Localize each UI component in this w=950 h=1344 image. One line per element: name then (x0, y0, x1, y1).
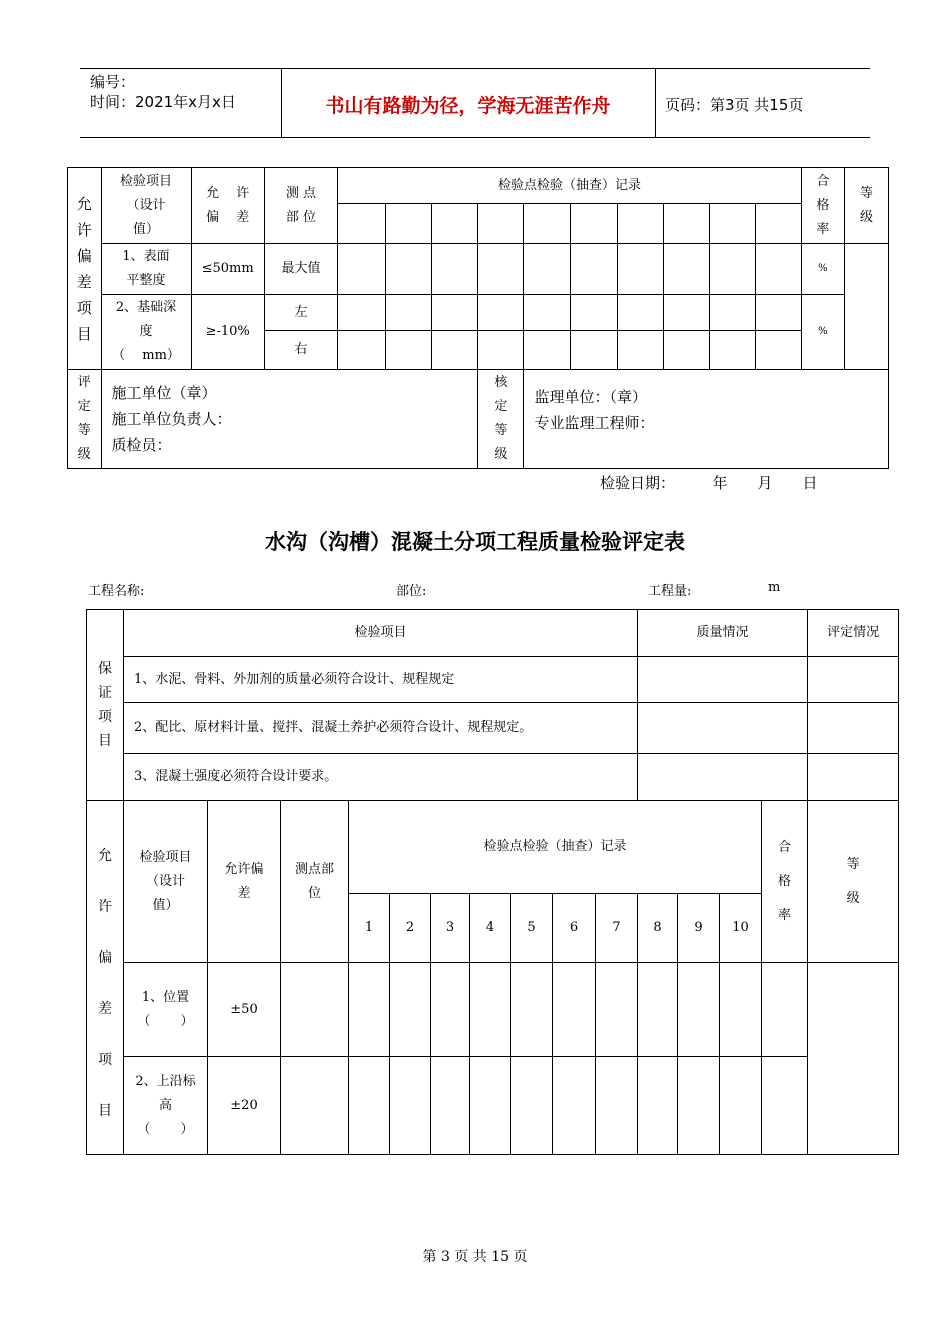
col-header-quality: 质量情况 (638, 610, 808, 657)
tolerance-side-label: 允 许 偏 差 项 目 (87, 801, 124, 1155)
record-cell[interactable] (386, 204, 432, 244)
record-cell[interactable] (709, 204, 755, 244)
record-cell[interactable] (678, 963, 720, 1057)
record-number: 6 (553, 894, 596, 963)
record-cell[interactable] (663, 244, 709, 295)
record-cell[interactable] (755, 295, 801, 331)
tolerance-side-label: 允 许 偏 差 项 目 (68, 168, 102, 370)
record-number: 10 (720, 894, 762, 963)
page-footer: 第 3 页 共 15 页 (422, 1249, 528, 1265)
record-cell[interactable] (663, 331, 709, 370)
page-header (80, 68, 870, 138)
row-item-flatness: 1、表面 平整度 (101, 244, 191, 295)
record-cell[interactable] (638, 963, 678, 1057)
row-point-right: 右 (264, 331, 337, 370)
page-info: 页码：第3页 共15页 (665, 96, 804, 114)
eval-cell[interactable] (808, 703, 899, 754)
record-cell[interactable] (478, 295, 524, 331)
record-cell[interactable] (524, 295, 570, 331)
record-cell[interactable] (570, 331, 617, 370)
record-cell[interactable] (570, 204, 617, 244)
tolerance-table-1 (67, 167, 889, 469)
record-cell[interactable] (390, 963, 431, 1057)
row-point[interactable] (281, 963, 349, 1057)
row-allow: ≤50mm (191, 244, 264, 295)
grade-cell[interactable] (808, 963, 899, 1155)
record-cell[interactable] (755, 331, 801, 370)
record-cell[interactable] (678, 1057, 720, 1155)
guarantee-item: 1、水泥、骨料、外加剂的质量必须符合设计、规程规定 (124, 657, 638, 703)
col-header-item: 检验项目 （设计 值） (124, 801, 208, 963)
inspection-date: 检验日期： 年 月 日 (600, 474, 818, 492)
col-header-allow: 允 许 偏 差 (191, 168, 264, 244)
record-cell[interactable] (390, 1057, 431, 1155)
row-item-depth: 2、基础深 度 （ mm） (101, 295, 191, 370)
record-number: 4 (470, 894, 511, 963)
record-cell[interactable] (338, 244, 386, 295)
form-title: 水沟（沟槽）混凝土分项工程质量检验评定表 (265, 530, 685, 554)
row-rate: % (801, 295, 844, 370)
col-header-item: 检验项目 （设计 值） (101, 168, 191, 244)
record-cell[interactable] (553, 1057, 596, 1155)
record-number: 8 (638, 894, 678, 963)
record-cell[interactable] (470, 963, 511, 1057)
record-cell[interactable] (755, 204, 801, 244)
quantity-label: 工程量: (648, 584, 692, 599)
record-cell[interactable] (349, 963, 390, 1057)
record-cell[interactable] (338, 331, 386, 370)
record-cell[interactable] (524, 244, 570, 295)
row-point: 最大值 (264, 244, 337, 295)
quality-cell[interactable] (638, 657, 808, 703)
record-cell[interactable] (570, 295, 617, 331)
record-cell[interactable] (338, 295, 386, 331)
record-cell[interactable] (638, 1057, 678, 1155)
record-cell[interactable] (478, 204, 524, 244)
evaluation-label: 评 定 等 级 (68, 370, 102, 469)
col-header-point: 测 点 部 位 (264, 168, 337, 244)
record-cell[interactable] (720, 1057, 762, 1155)
record-cell[interactable] (432, 331, 478, 370)
record-cell[interactable] (617, 331, 663, 370)
location-label: 部位: (396, 584, 427, 599)
record-cell[interactable] (432, 295, 478, 331)
row-allow: ±50 (208, 963, 281, 1057)
row-rate: % (801, 244, 844, 295)
guarantee-side-label: 保 证 项 目 (87, 610, 124, 801)
record-cell[interactable] (386, 331, 432, 370)
eval-cell[interactable] (808, 754, 899, 801)
header-divider (655, 69, 656, 137)
record-cell[interactable] (663, 204, 709, 244)
rate-cell[interactable] (762, 963, 808, 1057)
record-cell[interactable] (596, 1057, 638, 1155)
record-cell[interactable] (432, 204, 478, 244)
record-cell[interactable] (431, 1057, 470, 1155)
record-cell[interactable] (431, 963, 470, 1057)
record-number: 3 (431, 894, 470, 963)
record-cell[interactable] (386, 244, 432, 295)
document-time-label: 时间：2021年x月x日 (90, 93, 236, 111)
document-number-label: 编号： (90, 73, 136, 91)
col-header-rate: 合 格 率 (762, 801, 808, 963)
col-header-grade: 等 级 (844, 168, 888, 244)
col-header-grade: 等 级 (808, 801, 899, 963)
eval-cell[interactable] (808, 657, 899, 703)
record-cell[interactable] (720, 963, 762, 1057)
record-cell[interactable] (755, 244, 801, 295)
col-header-point: 测点部 位 (281, 801, 349, 963)
col-header-allow: 允许偏 差 (208, 801, 281, 963)
record-cell[interactable] (478, 244, 524, 295)
quality-cell[interactable] (638, 754, 808, 801)
record-cell[interactable] (709, 295, 755, 331)
record-cell[interactable] (386, 295, 432, 331)
record-cell[interactable] (524, 331, 570, 370)
grade-cell[interactable] (844, 244, 888, 370)
row-allow: ±20 (208, 1057, 281, 1155)
row-allow: ≥-10% (191, 295, 264, 370)
record-cell[interactable] (617, 244, 663, 295)
project-name-label: 工程名称: (88, 584, 145, 599)
col-header-rate: 合 格 率 (801, 168, 844, 244)
record-number: 7 (596, 894, 638, 963)
record-cell[interactable] (349, 1057, 390, 1155)
row-point[interactable] (281, 1057, 349, 1155)
construction-signoff[interactable]: 施工单位（章） 施工单位负责人： 质检员： (101, 370, 478, 469)
rate-cell[interactable] (762, 1057, 808, 1155)
quality-evaluation-table (86, 609, 899, 1155)
record-cell[interactable] (478, 331, 524, 370)
verify-label: 核 定 等 级 (478, 370, 524, 469)
col-header-record: 检验点检验（抽查）记录 (338, 168, 802, 204)
record-cell[interactable] (617, 295, 663, 331)
record-cell[interactable] (709, 244, 755, 295)
record-cell[interactable] (596, 963, 638, 1057)
record-cell[interactable] (338, 204, 386, 244)
guarantee-item: 2、配比、原材料计量、搅拌、混凝土养护必须符合设计、规程规定。 (124, 703, 638, 754)
record-cell[interactable] (432, 244, 478, 295)
record-cell[interactable] (553, 963, 596, 1057)
record-cell[interactable] (511, 963, 553, 1057)
row-item-top-elevation: 2、上沿标 高 （ ） (124, 1057, 208, 1155)
record-cell[interactable] (570, 244, 617, 295)
row-item-position: 1、位置 （ ） (124, 963, 208, 1057)
guarantee-item: 3、混凝土强度必须符合设计要求。 (124, 754, 638, 801)
record-number: 2 (390, 894, 431, 963)
record-number: 9 (678, 894, 720, 963)
record-number: 1 (349, 894, 390, 963)
quality-cell[interactable] (638, 703, 808, 754)
col-header-check: 检验项目 (124, 610, 638, 657)
col-header-eval: 评定情况 (808, 610, 899, 657)
record-cell[interactable] (524, 204, 570, 244)
record-cell[interactable] (617, 204, 663, 244)
record-number: 5 (511, 894, 553, 963)
col-header-record: 检验点检验（抽查）记录 (349, 801, 762, 894)
record-cell[interactable] (663, 295, 709, 331)
motto-text: 书山有路勤为径，学海无涯苦作舟 (325, 95, 611, 117)
quantity-unit: m (768, 580, 781, 595)
supervision-signoff[interactable]: 监理单位：（章） 专业监理工程师： (524, 370, 889, 469)
row-point-left: 左 (264, 295, 337, 331)
record-cell[interactable] (511, 1057, 553, 1155)
record-cell[interactable] (709, 331, 755, 370)
record-cell[interactable] (470, 1057, 511, 1155)
